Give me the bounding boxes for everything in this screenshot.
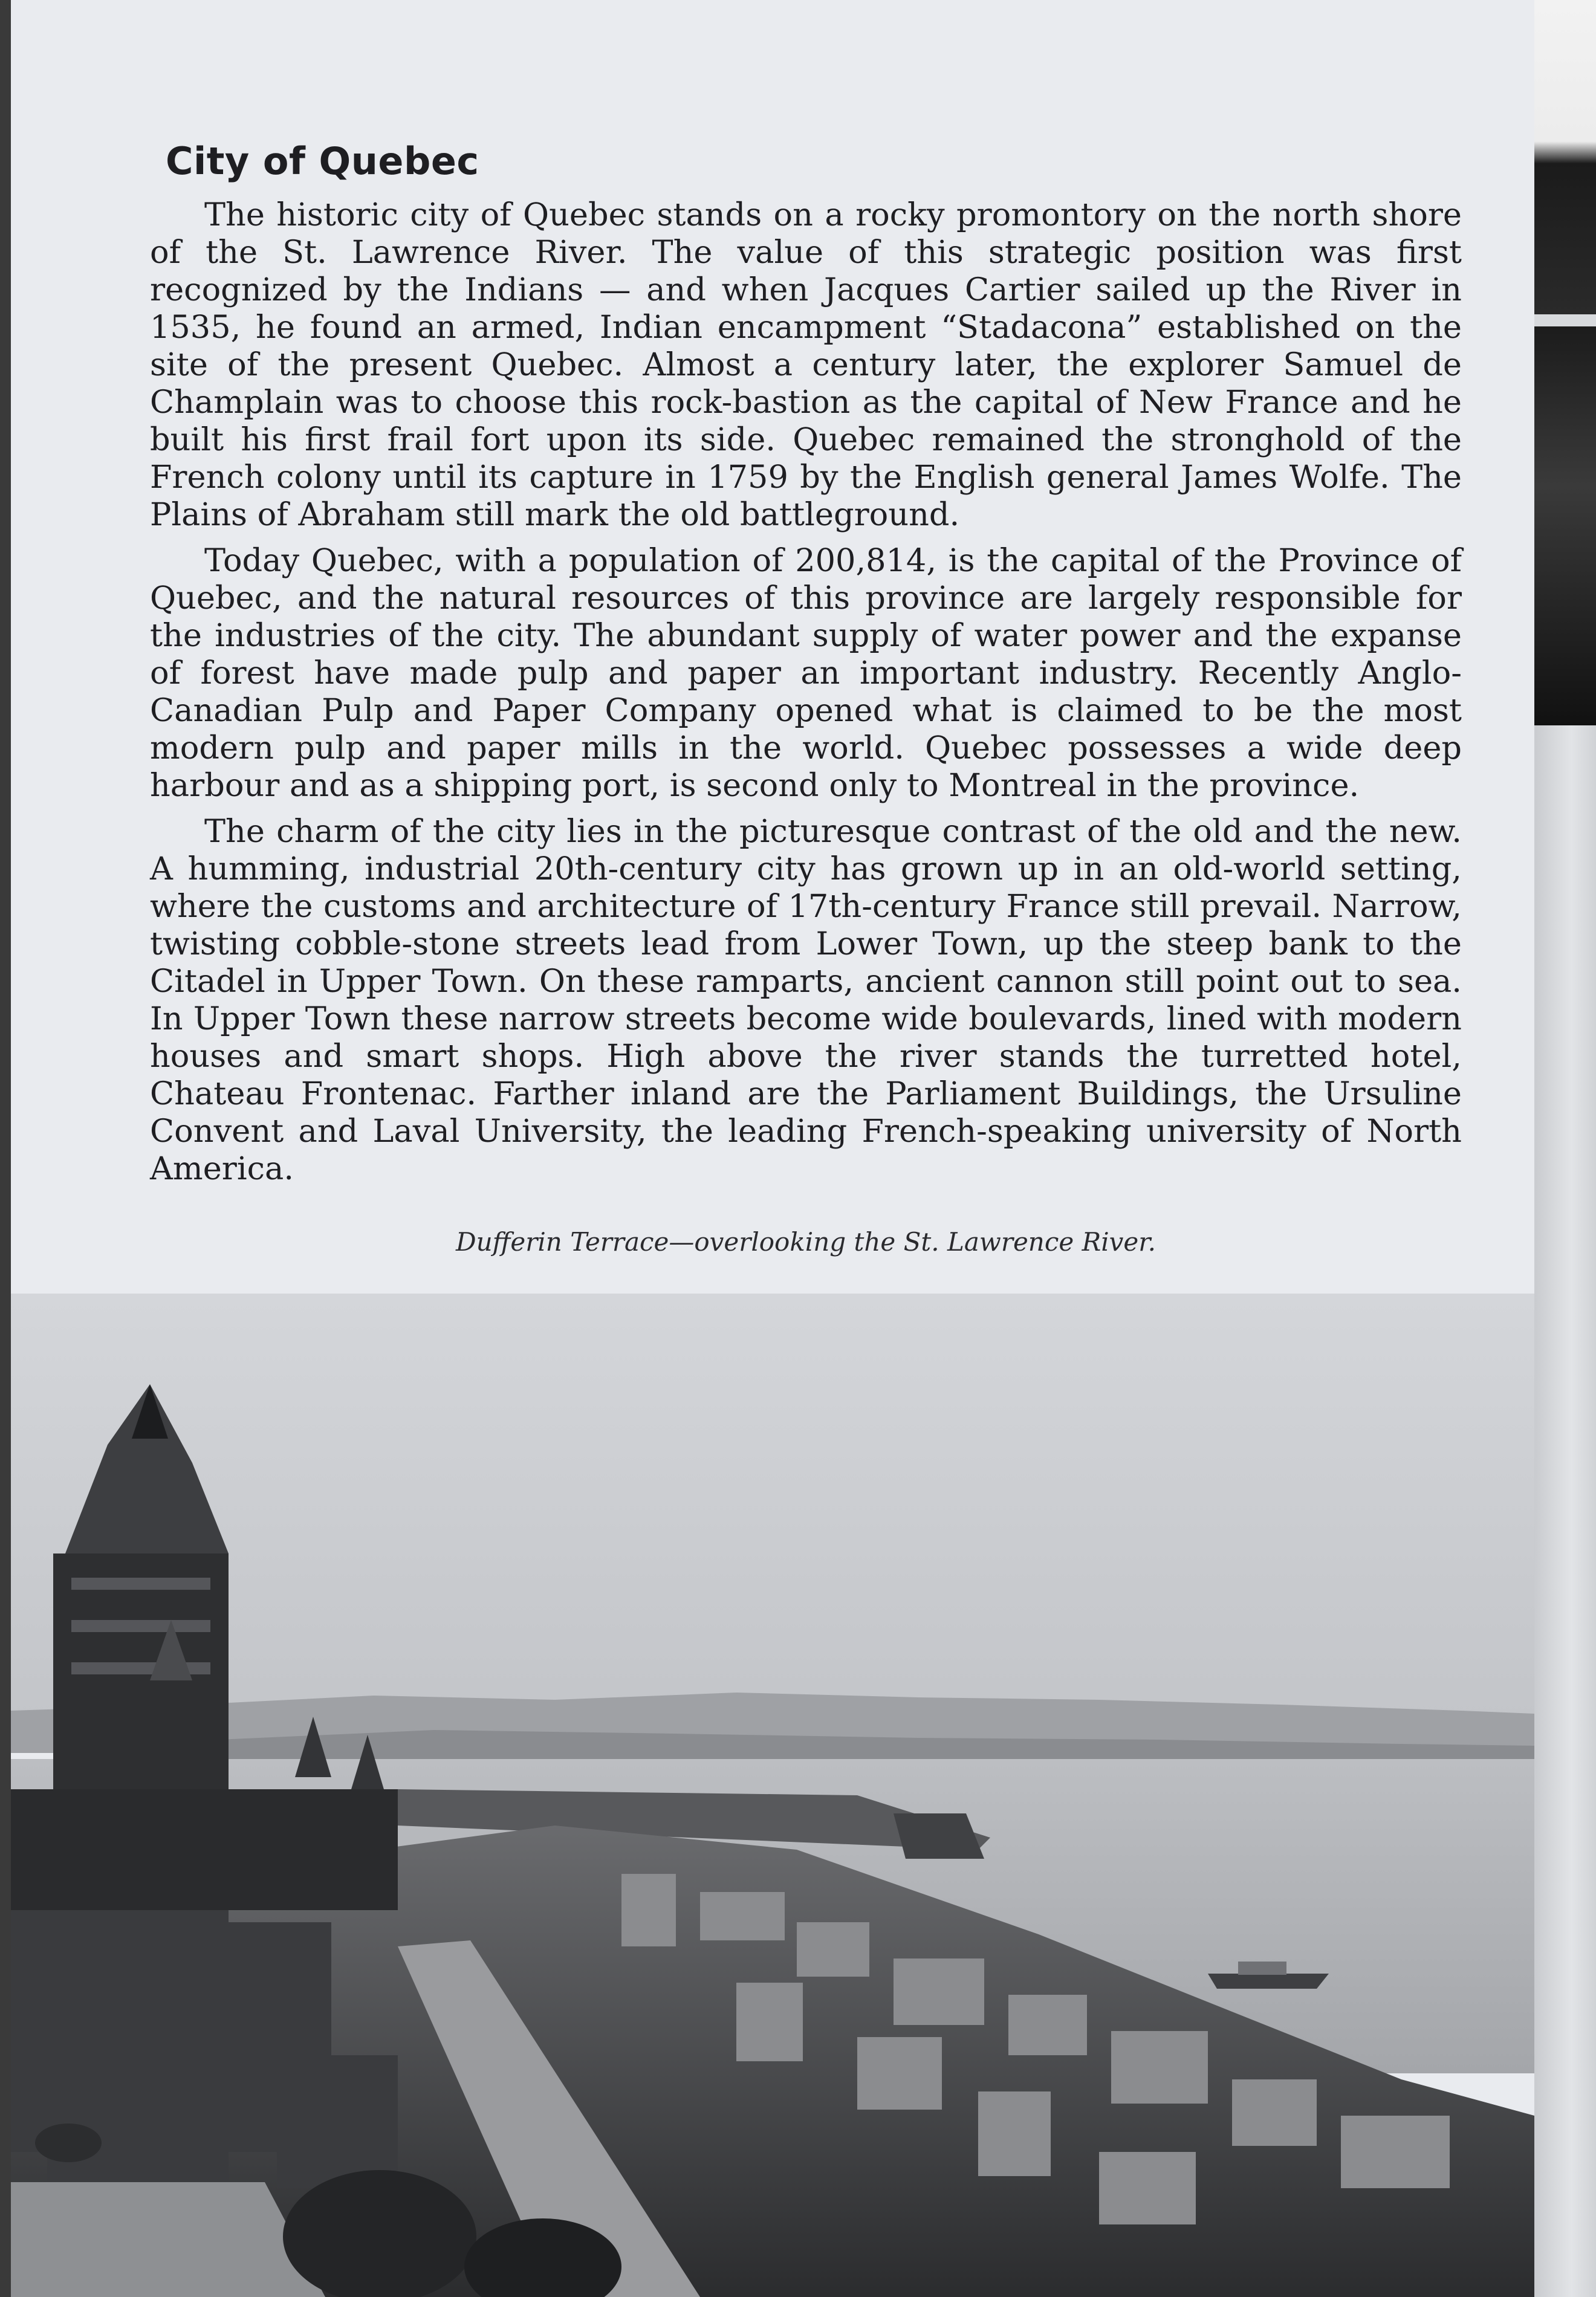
- dufferin-terrace-photo: [11, 1294, 1534, 2297]
- photo-illustration: [11, 1294, 1534, 2297]
- article: [150, 139, 1462, 1196]
- document-page: [11, 0, 1534, 2297]
- adjacent-page-edge: [1534, 0, 1596, 2297]
- paragraph-industry: Today Quebec, with a population of 200,814, is the capital of the Province of Quebec, and the natural resources of this province are largely responsible for the industries of the city. The abundant supply of water power and the expanse of forest have made pulp and paper an important industry. Recently Anglo-Canadian Pulp and Paper Company opened what is claimed to be the most modern pulp and paper mills in the world. Quebec possesses a wide deep harbour and as a shipping port, is second only to Montreal in the province.: [150, 542, 1462, 804]
- sky: [11, 1294, 1534, 1717]
- trees: [283, 2170, 476, 2297]
- paragraph-history: The historic city of Quebec stands on a rocky promontory on the north shore of the St. Lawrence River. The value of this strategic position was first recognized by the Indians — and when Jacques Cartier sailed up the River in 1535, he found an armed, Indian encampment “Stadacona” established on the site of the present Quebec. Almost a century later, the explorer Samuel de Champlain was to choose this rock-bastion as the capital of New France and he built his first frail fort upon its side. Quebec remained the stronghold of the French colony until its capture in 1759 by the English general James Wolfe. The Plains of Abraham still mark the old battleground.: [150, 196, 1462, 533]
- photo-caption: Dufferin Terrace—overlooking the St. Lawrence River.: [455, 1227, 1156, 1257]
- paragraph-charm: The charm of the city lies in the picturesque contrast of the old and the new. A humming, industrial 20th-century city has grown up in an old-world setting, where the customs and architecture of 17th-century France still prevail. Narrow, twisting cobble-stone streets lead from Lower Town, up the steep bank to the Citadel in Upper Town. On these ramparts, ancient cannon still point out to sea. In Upper Town these narrow streets become wide boulevards, lined with modern houses and smart shops. High above the river stands the turretted hotel, Chateau Frontenac. Farther inland are the Parliament Buildings, the Ursuline Convent and Laval University, the leading French-speaking university of North America.: [150, 813, 1462, 1187]
- article-title: City of Quebec: [166, 139, 479, 183]
- ship: [1208, 1974, 1329, 1989]
- car: [35, 2124, 102, 2162]
